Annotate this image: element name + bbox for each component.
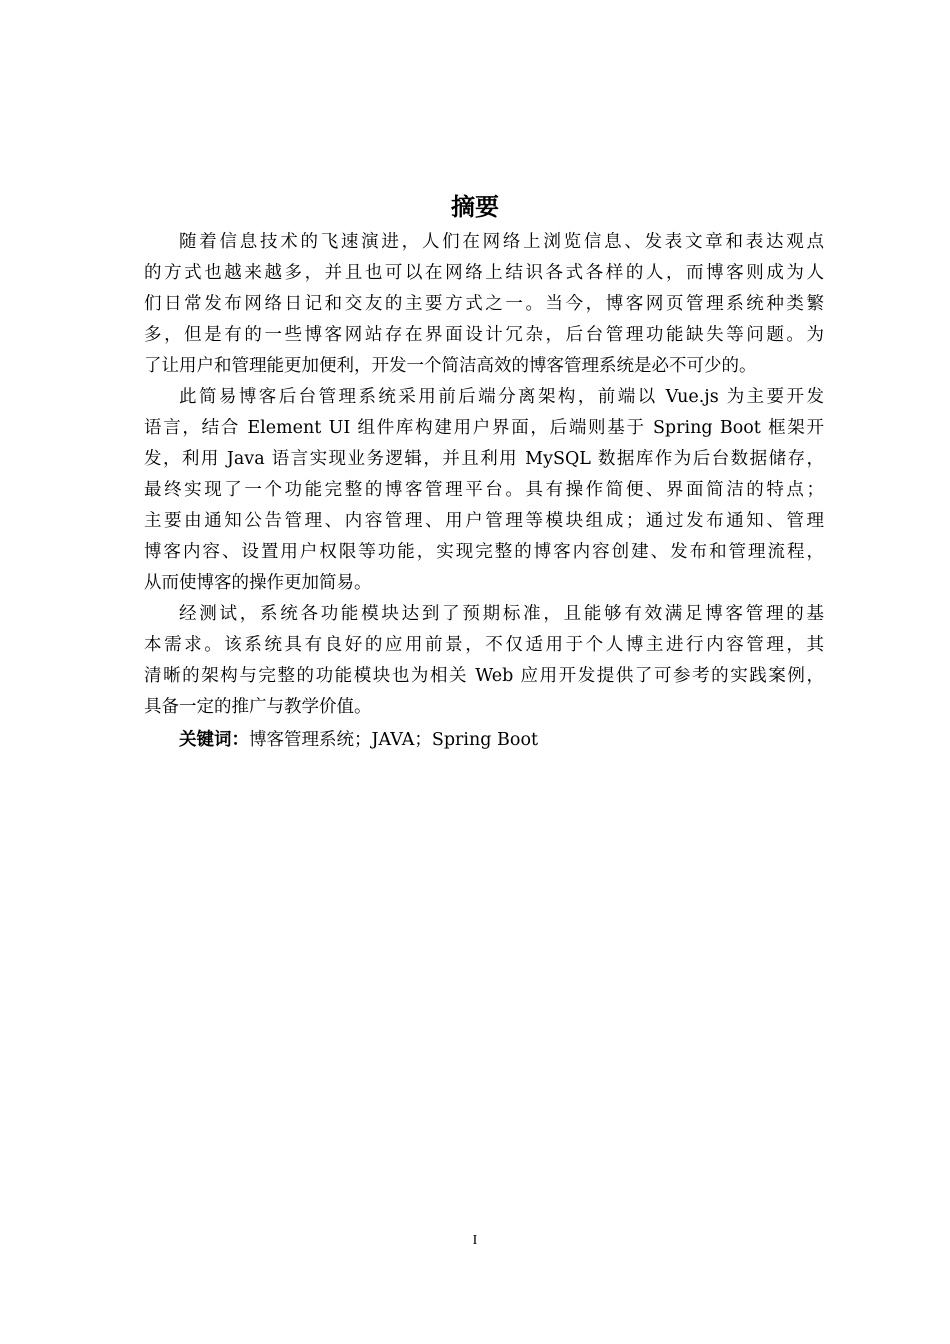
keywords-line — [144, 725, 824, 756]
paragraph-2-line-6: 博客内容、设置用户权限等功能，实现完整的博客内容创建、发布和管理流程， — [144, 542, 824, 562]
keywords-label: 关键词： — [179, 730, 249, 750]
paragraph-2-line-5: 主要由通知公告管理、内容管理、用户管理等模块组成；通过发布通知、管理 — [144, 511, 824, 531]
paragraph-1-line-2: 的方式也越来越多，并且也可以在网络上结识各式各样的人，而博客则成为人 — [144, 263, 824, 283]
paragraph-1-line-3: 们日常发布网络日记和交友的主要方式之一。当今，博客网页管理系统种类繁 — [144, 294, 824, 314]
paragraph-2-line-2: 语言，结合 Element UI 组件库构建用户界面，后端则基于 Spring Boot 框架开 — [144, 418, 824, 438]
paragraph-2-line-7: 从而使博客的操作更加简易。 — [144, 573, 372, 593]
paragraph-3-line-2: 本需求。该系统具有良好的应用前景，不仅适用于个人博主进行内容管理，其 — [144, 635, 824, 655]
paragraph-2-line-1: 此简易博客后台管理系统采用前后端分离架构，前端以 Vue.js 为主要开发 — [179, 387, 824, 407]
keywords-value: 博客管理系统；JAVA；Spring Boot — [249, 730, 539, 750]
paragraph-1-line-1: 随着信息技术的飞速演进，人们在网络上浏览信息、发表文章和表达观点 — [179, 232, 824, 252]
paragraph-3-line-3: 清晰的架构与完整的功能模块也为相关 Web 应用开发提供了可参考的实践案例， — [144, 666, 824, 686]
paragraph-1-line-5: 了让用户和管理能更加便利，开发一个简洁高效的博客管理系统是必不可少的。 — [144, 356, 757, 376]
abstract-body — [144, 227, 824, 756]
abstract-title: 摘要 — [451, 193, 499, 221]
paragraph-2-line-4: 最终实现了一个功能完整的博客管理平台。具有操作简便、界面简洁的特点； — [144, 480, 824, 500]
paragraph-1-line-4: 多，但是有的一些博客网站存在界面设计冗杂，后台管理功能缺失等问题。为 — [144, 325, 824, 345]
paragraph-3-line-4: 具备一定的推广与教学价值。 — [144, 697, 372, 717]
paragraph-2-line-3: 发，利用 Java 语言实现业务逻辑，并且利用 MySQL 数据库作为后台数据储存， — [144, 449, 824, 469]
page-number: I — [472, 1233, 478, 1248]
paragraph-3-line-1: 经测试，系统各功能模块达到了预期标准，且能够有效满足博客管理的基 — [179, 604, 824, 624]
